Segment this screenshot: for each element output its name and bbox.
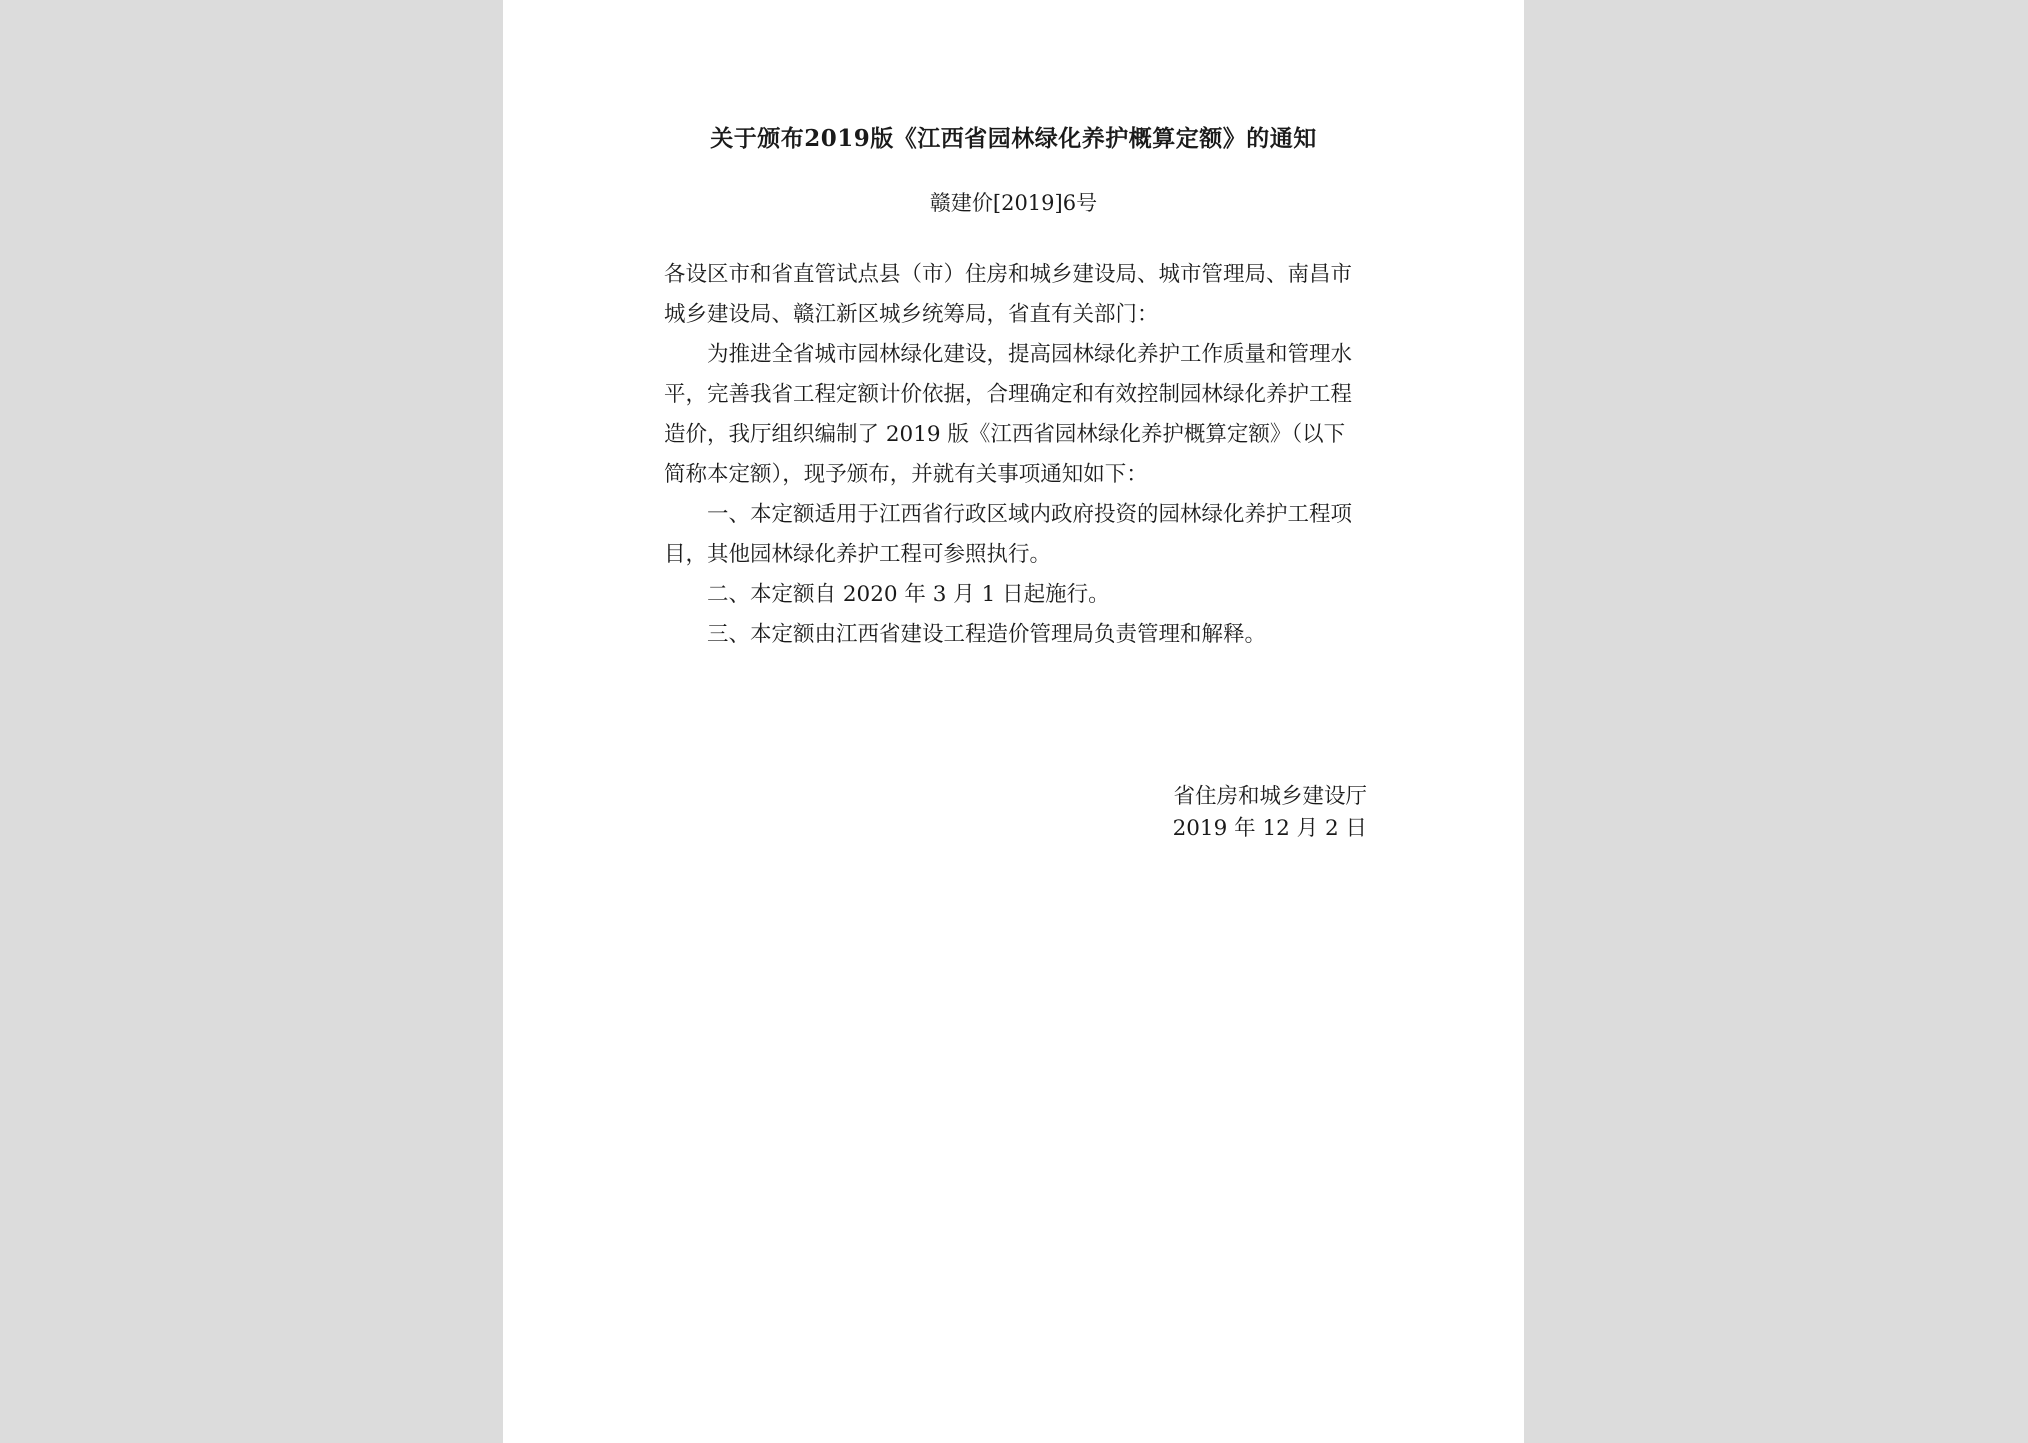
item-paragraph-3: 三、本定额由江西省建设工程造价管理局负责管理和解释。 — [707, 622, 1267, 647]
issue-date: 2019 年 12 月 2 日 — [1172, 816, 1367, 841]
intro-paragraph: 为推进全省城市园林绿化建设，提高园林绿化养护工作质量和管理水平，完善我省工程定额计价依据，合理确定和有效控制园林绿化养护工程造价，我厅组织编制了 2019 版《江西省园林绿化养护概算定额》（以下简称本定额），现予颁布，并就有关事项通知如下： — [664, 342, 1353, 487]
addressee-paragraph: 各设区市和省直管试点县（市）住房和城乡建设局、城市管理局、南昌市城乡建设局、赣江新区城乡统筹局，省直有关部门： — [664, 262, 1353, 327]
document-body — [664, 255, 1364, 655]
item-paragraph-2: 二、本定额自 2020 年 3 月 1 日起施行。 — [707, 582, 1110, 607]
issuer-name: 省住房和城乡建设厅 — [1173, 784, 1367, 809]
document-number: 赣建价[2019]6号 — [929, 191, 1098, 215]
document-title: 关于颁布2019版《江西省园林绿化养护概算定额》的通知 — [710, 125, 1317, 152]
item-paragraph-1: 一、本定额适用于江西省行政区域内政府投资的园林绿化养护工程项目，其他园林绿化养护工程可参照执行。 — [664, 502, 1353, 567]
document-page — [503, 0, 1524, 1443]
signature-block — [1173, 781, 1367, 845]
